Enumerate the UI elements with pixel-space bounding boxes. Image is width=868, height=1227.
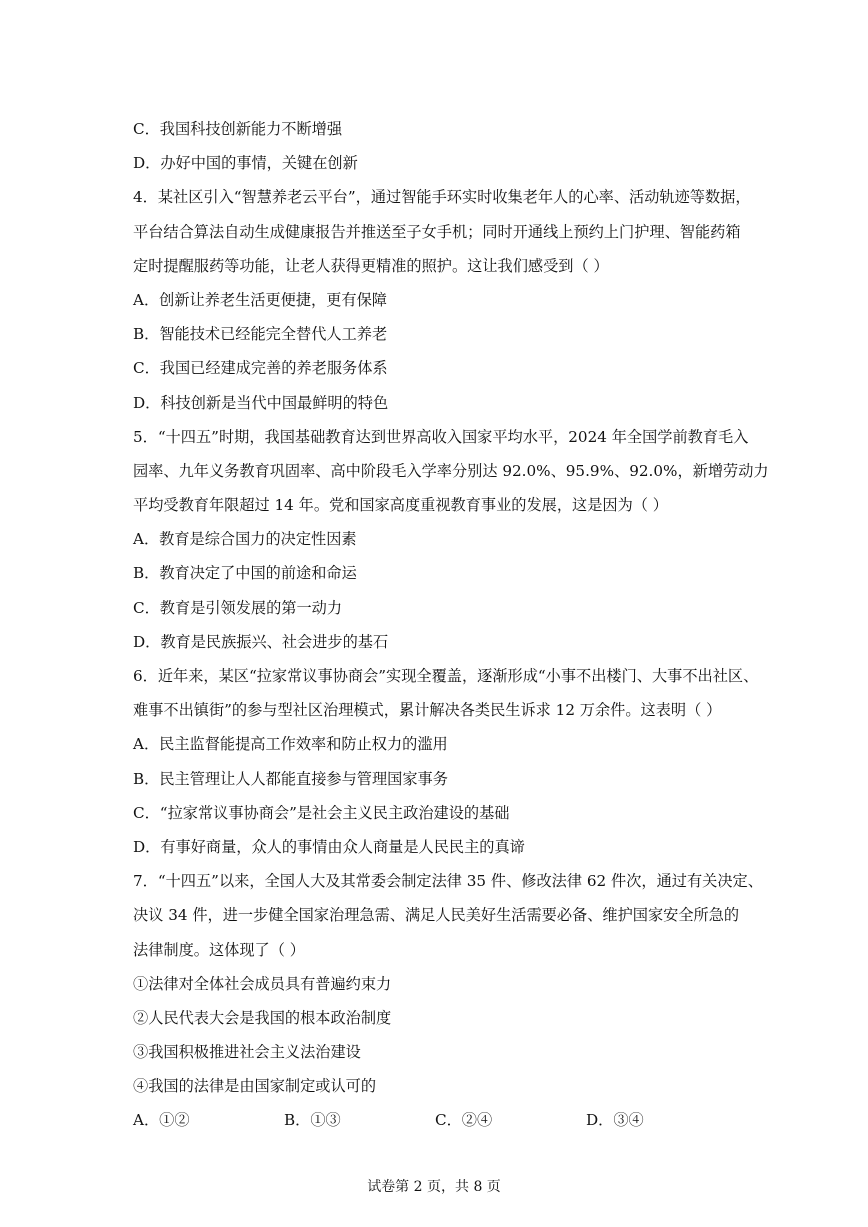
q6-stem-line-2: 难事不出镇街”的参与型社区治理模式，累计解决各类民生诉求 12 万余件。这表明（ ） bbox=[133, 701, 722, 720]
exam-content bbox=[133, 112, 769, 1138]
q3-option-c: C．我国科技创新能力不断增强 bbox=[133, 120, 343, 138]
q7-statement-4: ④我国的法律是由国家制定或认可的 bbox=[133, 1077, 376, 1096]
q4-stem-line-3: 定时提醒服药等功能，让老人获得更精准的照护。这让我们感受到（ ） bbox=[133, 256, 609, 275]
q7-choice-d: D．③④ bbox=[586, 1111, 644, 1130]
q5-stem-line-3: 平均受教育年限超过 14 年。党和国家高度重视教育事业的发展，这是因为（ ） bbox=[133, 496, 668, 515]
page-footer: 试卷第 2 页，共 8 页 bbox=[367, 1179, 501, 1195]
q7-statement-1: ①法律对全体社会成员具有普遍约束力 bbox=[133, 974, 392, 993]
q4-option-c: C．我国已经建成完善的养老服务体系 bbox=[133, 359, 388, 378]
q6-option-d: D．有事好商量，众人的事情由众人商量是人民民主的真谛 bbox=[133, 837, 525, 856]
q7-choices bbox=[133, 1103, 743, 1137]
q7-stem-line-1: 7．“十四五”以来，全国人大及其常委会制定法律 35 件、修改法律 62 件次，通过有关决定、 bbox=[133, 872, 763, 891]
q6-option-b: B．民主管理让人人都能直接参与管理国家事务 bbox=[133, 769, 448, 788]
q4-option-a: A．创新让养老生活更便捷，更有保障 bbox=[133, 290, 387, 309]
q6-stem-line-1: 6．近年来，某区“拉家常议事协商会”实现全覆盖，逐渐形成“小事不出楼门、大事不出社区、 bbox=[133, 667, 759, 685]
q3-option-d: D．办好中国的事情，关键在创新 bbox=[133, 154, 358, 173]
q5-option-a: A．教育是综合国力的决定性因素 bbox=[133, 530, 357, 549]
q5-stem-line-1: 5．“十四五”时期，我国基础教育达到世界高收入国家平均水平，2024 年全国学前教育毛入 bbox=[133, 427, 749, 446]
q6-option-a: A．民主监督能提高工作效率和防止权力的滥用 bbox=[133, 735, 448, 754]
q7-statement-3: ③我国积极推进社会主义法治建设 bbox=[133, 1043, 361, 1062]
q5-stem-line-2: 园率、九年义务教育巩固率、高中阶段毛入学率分别达 92.0%、95.9%、92.0%，新增劳动力 bbox=[133, 461, 769, 480]
q7-stem-line-3: 法律制度。这体现了（ ） bbox=[133, 940, 305, 959]
q5-option-c: C．教育是引领发展的第一动力 bbox=[133, 598, 343, 617]
q6-option-c: C．“拉家常议事协商会”是社会主义民主政治建设的基础 bbox=[133, 803, 510, 822]
q7-statement-2: ②人民代表大会是我国的根本政治制度 bbox=[133, 1008, 392, 1027]
q4-stem-line-2: 平台结合算法自动生成健康报告并推送至子女手机；同时开通线上预约上门护理、智能药箱 bbox=[133, 222, 741, 241]
q4-stem-line-1: 4．某社区引入“智慧养老云平台”，通过智能手环实时收集老年人的心率、活动轨迹等数据， bbox=[133, 188, 751, 207]
q5-option-b: B．教育决定了中国的前途和命运 bbox=[133, 564, 357, 583]
q4-option-d: D．科技创新是当代中国最鲜明的特色 bbox=[133, 393, 389, 412]
q4-option-b: B．智能技术已经能完全替代人工养老 bbox=[133, 325, 388, 344]
q7-choice-a: A．①② bbox=[133, 1111, 190, 1130]
q5-option-d: D．教育是民族振兴、社会进步的基石 bbox=[133, 632, 389, 651]
q7-choice-c: C．②④ bbox=[435, 1111, 493, 1130]
q7-stem-line-2: 决议 34 件，进一步健全国家治理急需、满足人民美好生活需要必备、维护国家安全所急的 bbox=[133, 906, 740, 925]
q7-choice-b: B．①③ bbox=[284, 1111, 341, 1130]
